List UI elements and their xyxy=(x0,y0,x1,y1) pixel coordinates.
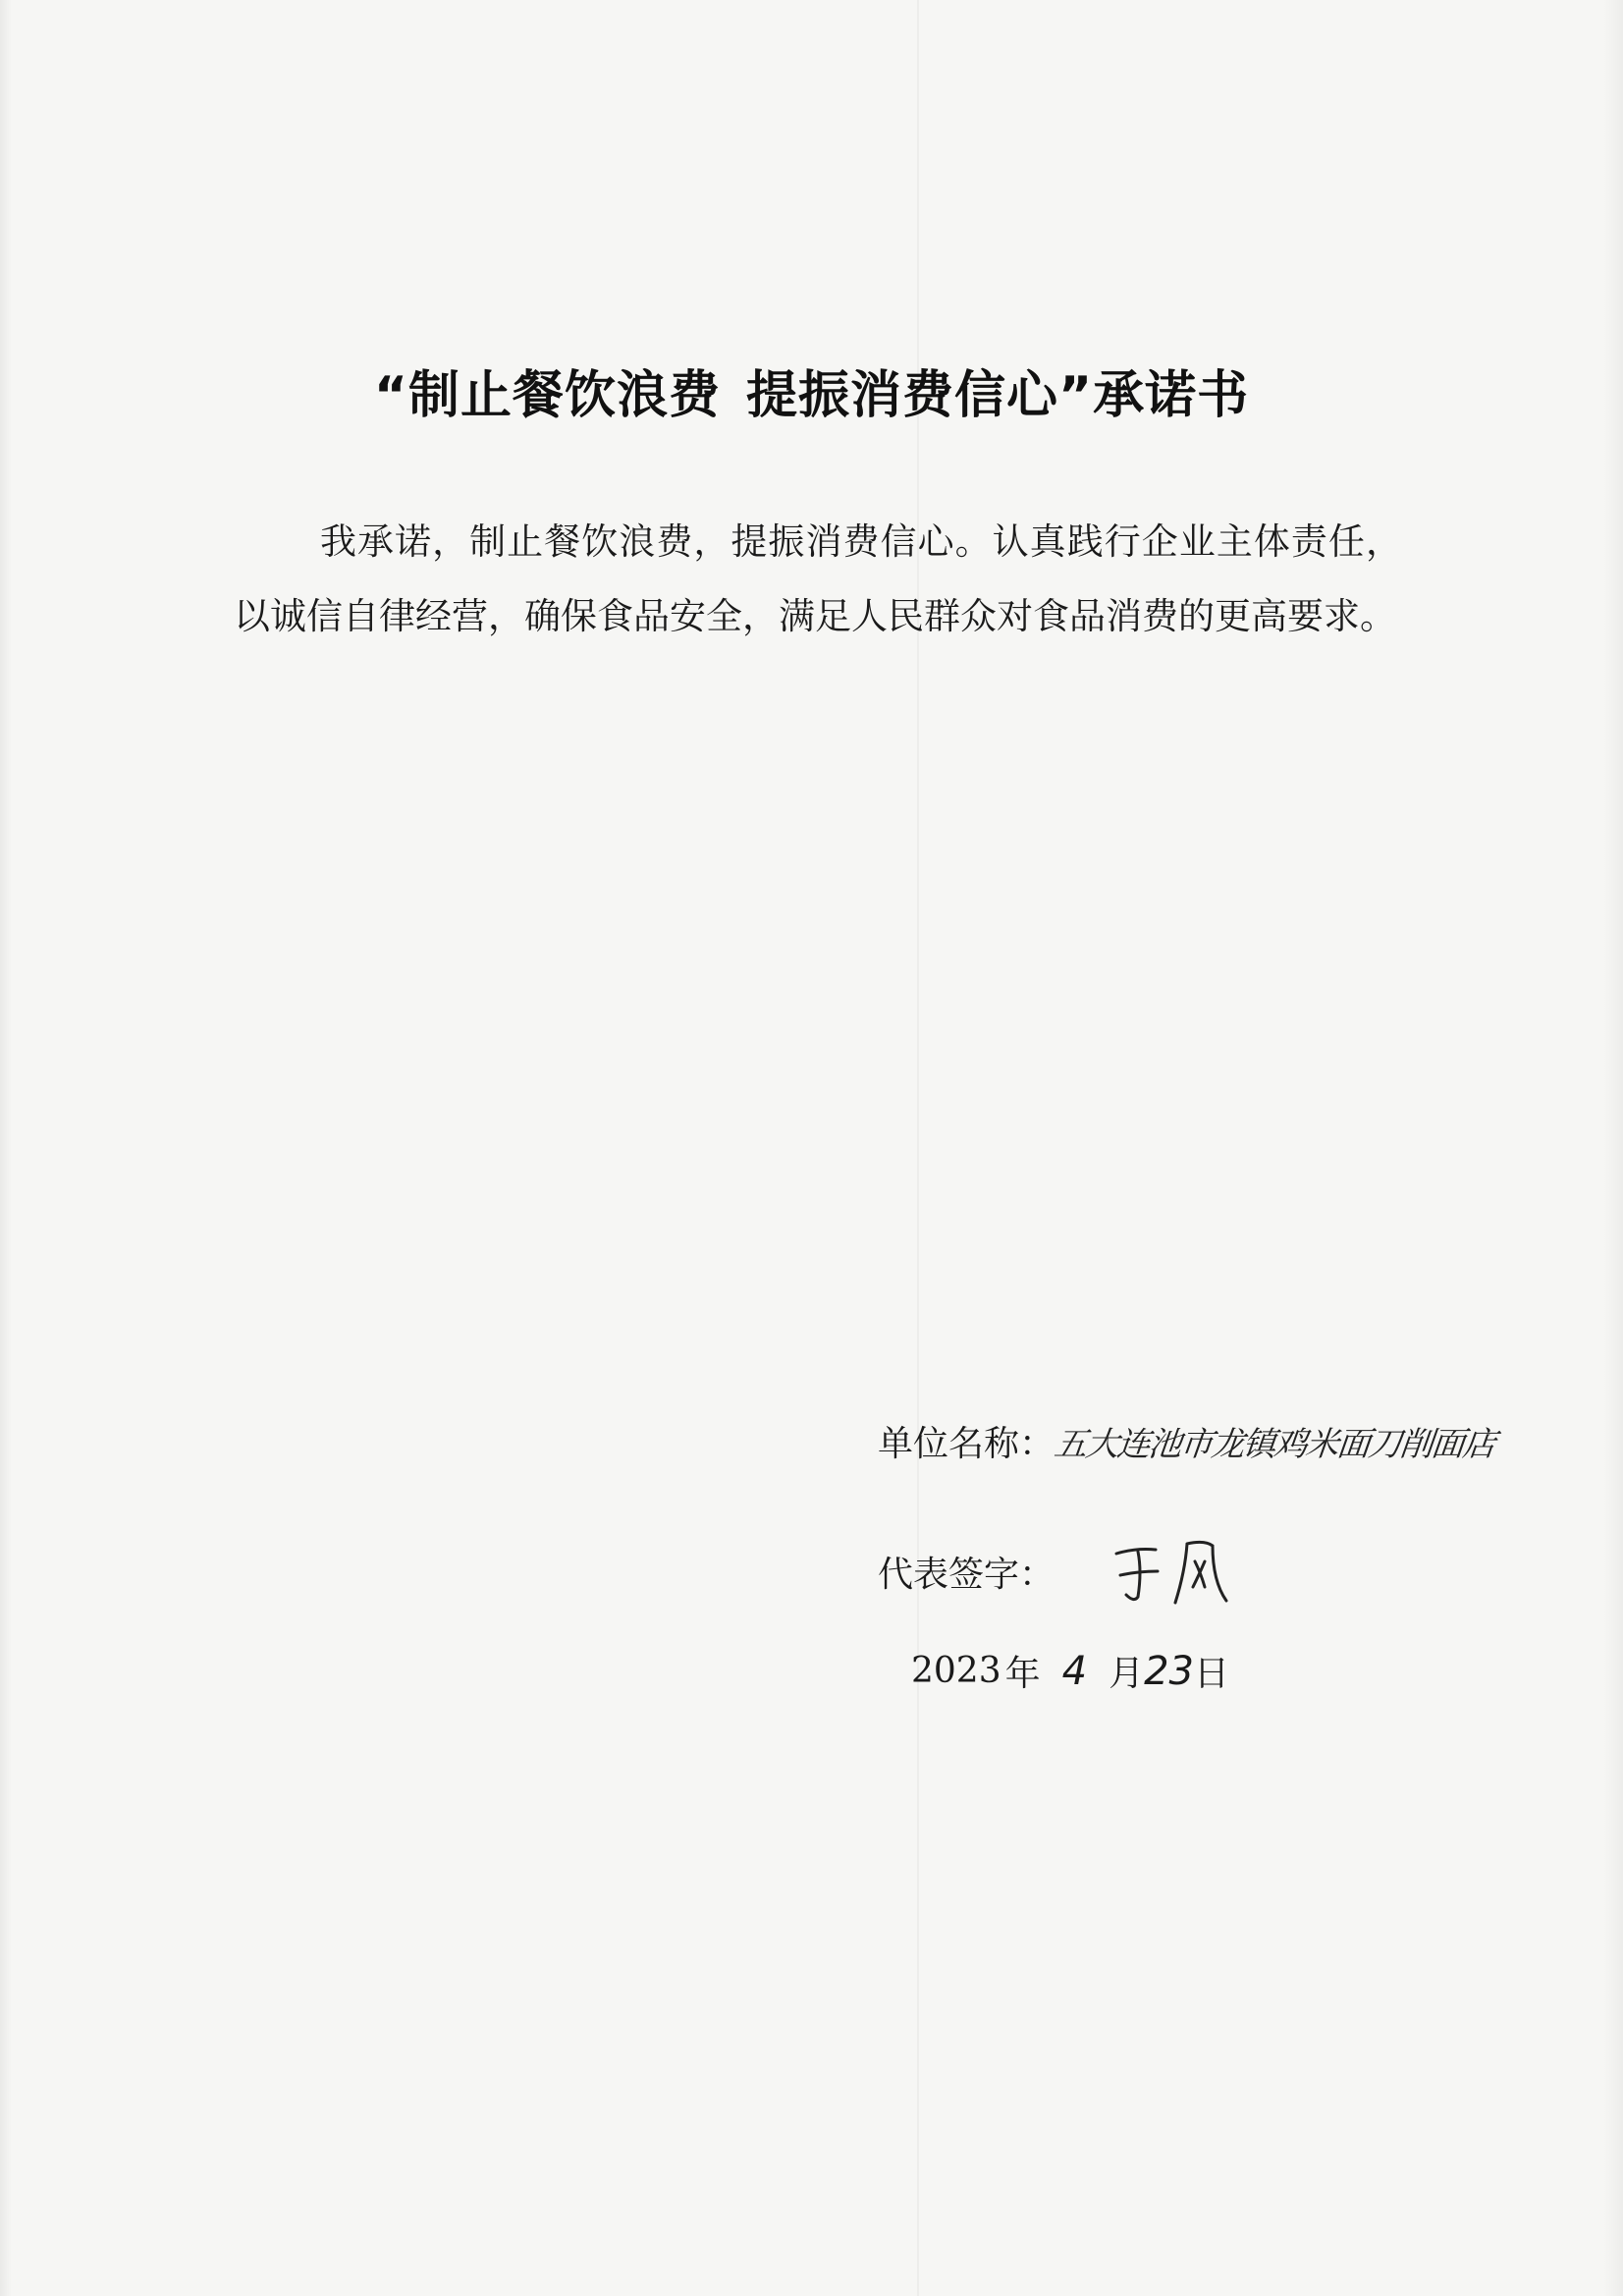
date-month-unit: 月 xyxy=(1109,1654,1145,1694)
representative-label: 代表签字： xyxy=(878,1554,1055,1595)
unit-name-handwritten: 五大连池市龙镇鸡米面刀削面店 xyxy=(1052,1425,1496,1464)
title-part-2: 提振消费信心”承诺书 xyxy=(746,366,1250,425)
date-day-handwritten: 23 xyxy=(1144,1648,1195,1694)
unit-label: 单位名称： xyxy=(878,1424,1055,1464)
date-year-unit: 年 xyxy=(1004,1654,1041,1694)
date-month-handwritten: 4 xyxy=(1061,1648,1088,1694)
date-year: 2023 xyxy=(911,1651,1001,1691)
date-row xyxy=(911,1646,1229,1696)
title-part-1: “制止餐饮浪费 xyxy=(373,366,721,425)
paper-fold-line xyxy=(917,0,919,2296)
unit-name-row xyxy=(878,1416,1494,1466)
handwritten-signature xyxy=(1109,1532,1236,1611)
date-day-unit: 日 xyxy=(1194,1654,1230,1694)
pledge-body: 我承诺，制止餐饮浪费，提振消费信心。认真践行企业主体责任，以诚信自律经营，确保食品安全，满足人民群众对食品消费的更高要求。 xyxy=(234,520,1402,637)
document-title xyxy=(0,354,1623,427)
representative-row xyxy=(878,1532,1236,1611)
